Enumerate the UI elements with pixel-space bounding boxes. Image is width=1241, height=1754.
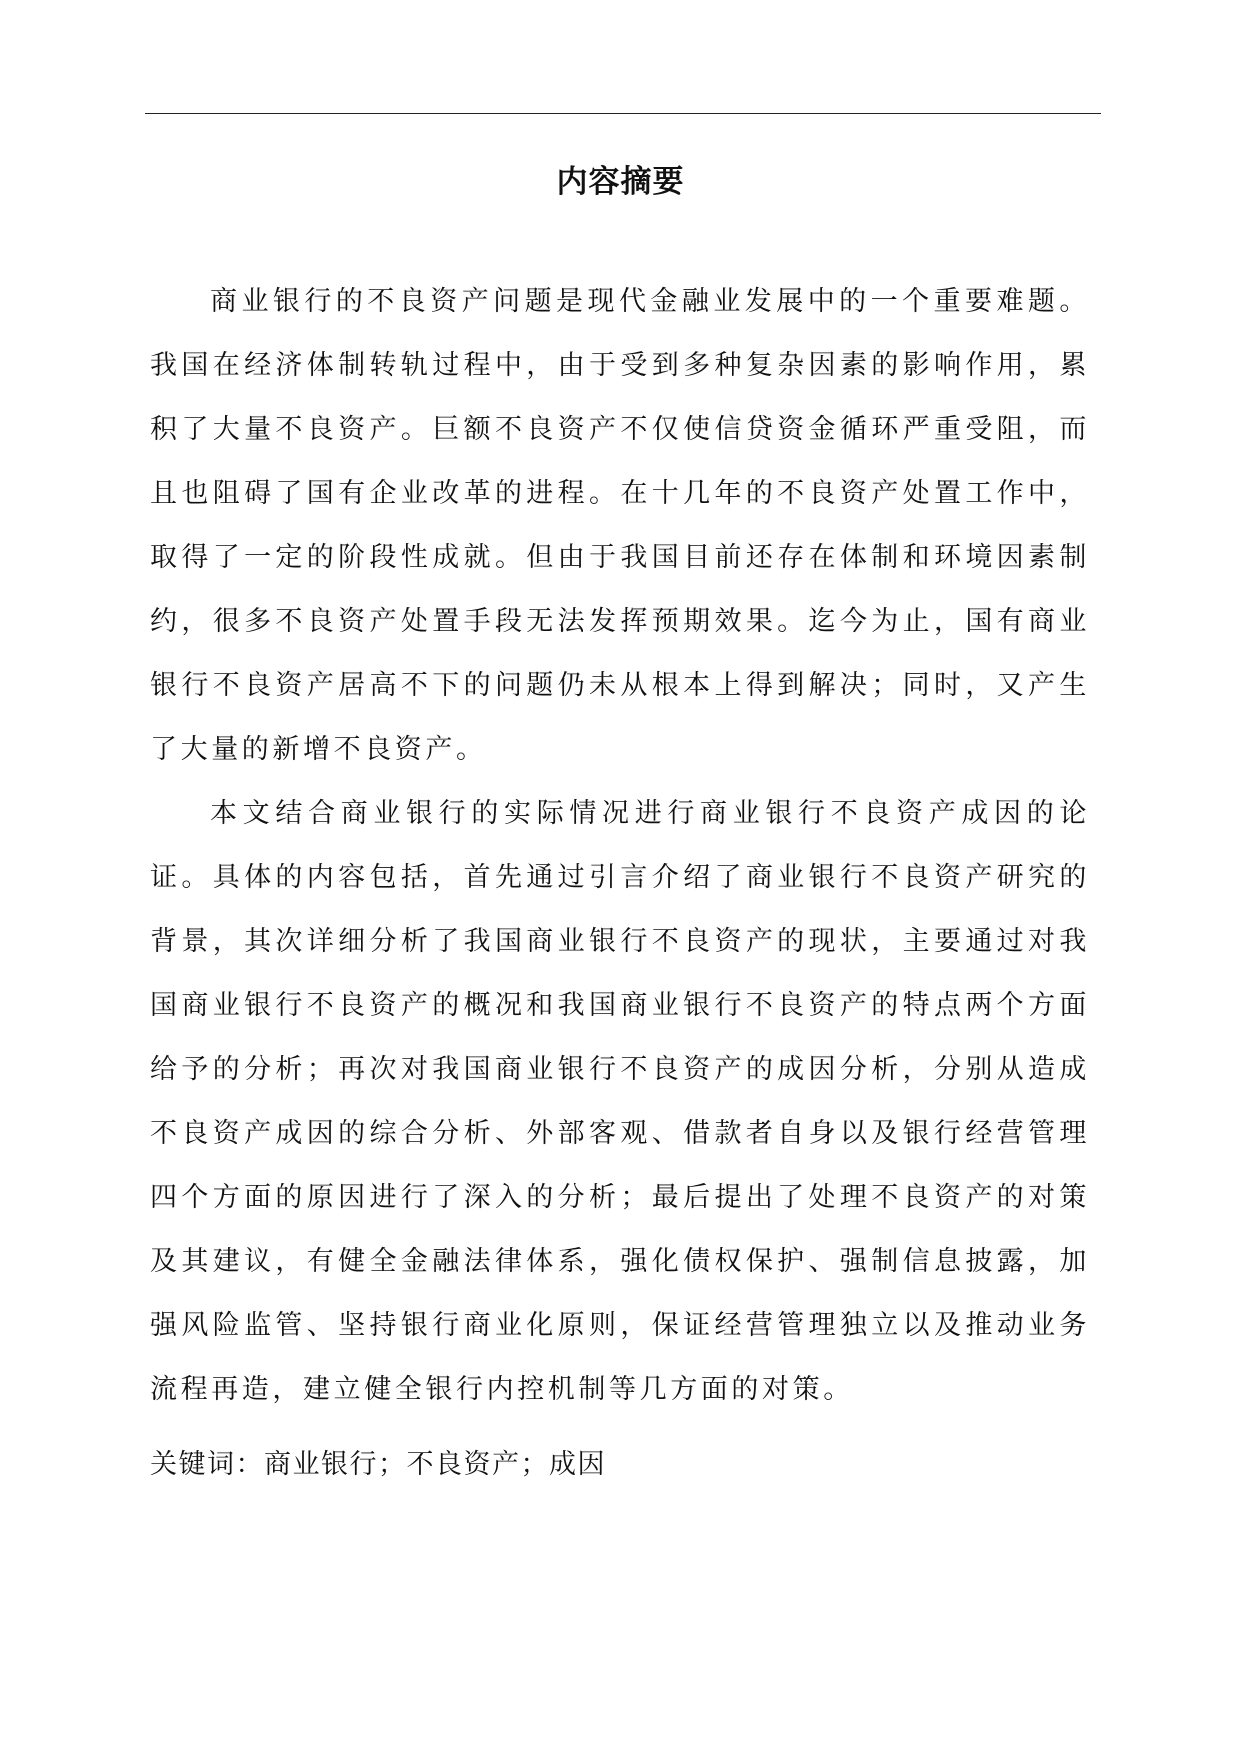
page-title: 内容摘要 [556,164,685,200]
header-rule [145,113,1101,114]
abstract-body [150,270,1090,1422]
abstract-paragraph-1: 商业银行的不良资产问题是现代金融业发展中的一个重要难题。我国在经济体制转轨过程中，由于受到多种复杂因素的影响作用，累积了大量不良资产。巨额不良资产不仅使信贷资金循环严重受阻，而且也阻碍了国有企业改革的进程。在十几年的不良资产处置工作中，取得了一定的阶段性成就。但由于我国目前还存在体制和环境因素制约，很多不良资产处置手段无法发挥预期效果。迄今为止，国有商业银行不良资产居高不下的问题仍未从根本上得到解决；同时，又产生了大量的新增不良资产。 [150,286,1090,765]
keywords-line [150,1445,1090,1485]
abstract-paragraph-2: 本文结合商业银行的实际情况进行商业银行不良资产成因的论证。具体的内容包括，首先通过引言介绍了商业银行不良资产研究的背景，其次详细分析了我国商业银行不良资产的现状，主要通过对我国商业银行不良资产的概况和我国商业银行不良资产的特点两个方面给予的分析；再次对我国商业银行不良资产的成因分析，分别从造成不良资产成因的综合分析、外部客观、借款者自身以及银行经营管理四个方面的原因进行了深入的分析；最后提出了处理不良资产的对策及其建议，有健全金融法律体系，强化债权保护、强制信息披露，加强风险监管、坚持银行商业化原则，保证经营管理独立以及推动业务流程再造，建立健全银行内控机制等几方面的对策。 [150,798,1090,1405]
keywords-label: 关键词： [150,1449,264,1480]
keywords-value: 商业银行；不良资产；成因 [264,1449,606,1480]
